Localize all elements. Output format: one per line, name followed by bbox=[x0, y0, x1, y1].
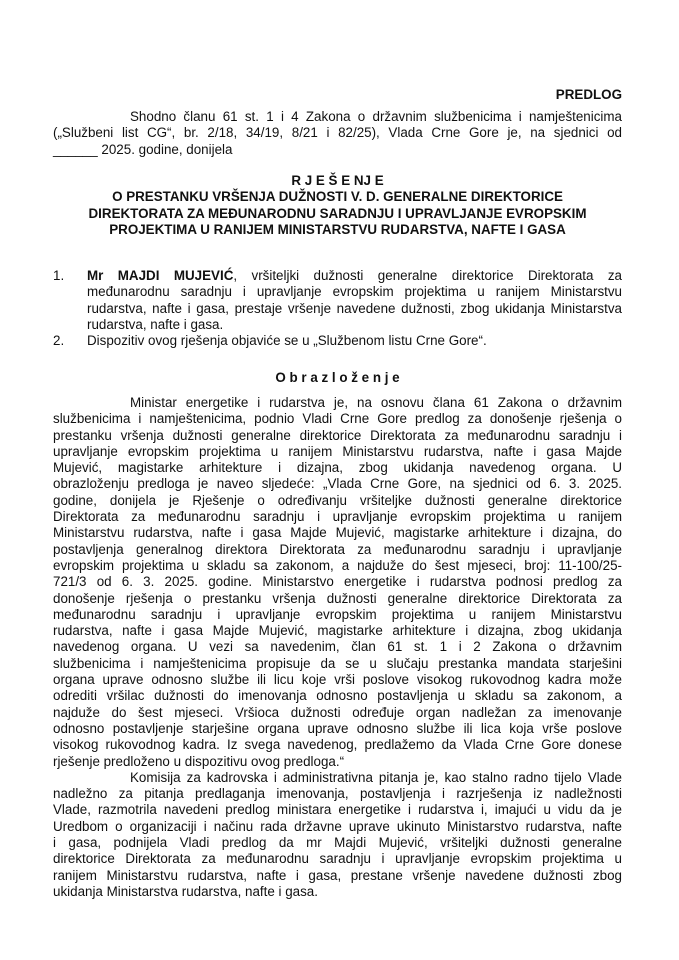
decision-title-line: O PRESTANKU VRŠENJA DUŽNOSTI V. D. GENERALNE DIREKTORICE bbox=[112, 189, 563, 205]
decision-title-line: PROJEKTIMA U RANIJEM MINISTARSTVU RUDARSTVA, NAFTE I GASA bbox=[109, 221, 566, 237]
intro-line: ______ 2025. godine, donijela bbox=[53, 141, 233, 157]
proposal-label-block bbox=[53, 87, 622, 103]
intro-line: („Službeni list CG“, br. 2/18, 34/19, 8/21 i 82/25), Vlada Crne Gore je, na sjednici od bbox=[53, 125, 622, 141]
reasoning-line: odrediti vršilac dužnosti do imenovanja odnosno postavljenja u skladu sa zakonom, a bbox=[53, 688, 622, 704]
reasoning-line: službenicima i namještenicima propisuje da se u slučaju prestanka mandata starješini bbox=[53, 655, 622, 671]
reasoning-line: rudarstva, nafte i gasa Majde Mujević, magistarke arhitekture i dizajna, zbog ukidanja bbox=[53, 623, 622, 639]
dispositive-text: rudarstva, nafte i gasa, prestaje vršenje navedene dužnosti, zbog ukidanja Ministarstva bbox=[87, 300, 622, 316]
dispositive-line bbox=[53, 284, 622, 300]
reasoning-line: visokog rukovodnog kadra. Iz svega navedenog, predlažemo da Vlada Crne Gore donese bbox=[53, 737, 622, 753]
reasoning-line: Direktorata za međunarodnu saradnju i upravljanje evropskim projektima u ranijem bbox=[53, 509, 622, 525]
reasoning-line: službenicima i namještenicima, podnio Vladi Crne Gore predlog za donošenje rješenja o bbox=[53, 411, 622, 427]
dispositive-text: , vršiteljki dužnosti generalne direktorice Direktorata za bbox=[233, 268, 622, 283]
reasoning-line: obrazloženju predloga je naveo sljedeće: „Vlada Crne Gore, na sjednici od 6. 3. 2025. bbox=[53, 476, 622, 492]
dispositive-text: međunarodnu saradnju i upravljanje evropskim projektima u ranijem Ministarstvu bbox=[87, 284, 622, 300]
proposal-label: PREDLOG bbox=[555, 87, 622, 102]
reasoning-line: najduže do šest mjeseci. Vršioca dužnosti određuje organ nadležan za imenovanje bbox=[53, 704, 622, 720]
reasoning-line: 721/3 od 6. 3. 2025. godine. Ministarstvo energetike i rudarstva podnosi predlog za bbox=[53, 574, 622, 590]
reasoning-line: upravljanje evropskim projektima u ranijem Ministarstvu rudarstva, nafte i gasa Majde bbox=[53, 443, 622, 459]
decision-heading: R J E Š E NJ E bbox=[291, 173, 384, 188]
reasoning-line: Vlade, razmotrila navedeni predlog ministara energetike i rudarstva i, imajući u vidu da je bbox=[53, 802, 622, 818]
reasoning-line: Ministarstvu rudarstva, nafte i gasa Majde Mujević, magistarke arhitekture i dizajna, do bbox=[53, 525, 622, 541]
reasoning-paragraph bbox=[53, 395, 622, 770]
person-name: Mr MAJDI MUJEVIĆ bbox=[87, 268, 234, 283]
item-number: 2. bbox=[53, 333, 65, 349]
reasoning-line: međunarodnu saradnju i upravljanje evropskim projektima u ranijem Ministarstvu bbox=[53, 606, 622, 622]
reasoning-line: donošenje rješenja o prestanku vršenja dužnosti generalne direktorice Direktorata za bbox=[53, 590, 622, 606]
reasoning-line: Mujević, magistarke arhitekture i dizajna, zbog ukidanja navedenog organa. U bbox=[53, 460, 622, 476]
decision-title-line: DIREKTORATA ZA MEĐUNARODNU SARADNJU I UPRAVLJANJE EVROPSKIM bbox=[88, 205, 587, 221]
reasoning-paragraph bbox=[53, 770, 622, 900]
reasoning-line: Uredbom o organizaciji i načinu rada državne uprave ukinuto Ministarstvo rudarstva, nafte bbox=[53, 818, 622, 834]
reasoning-line: navedenog organa. U vezi sa navedenim, član 61 st. 1 i 2 Zakona o državnim bbox=[53, 639, 622, 655]
reasoning-line: godine, donijela je Rješenje o određivanju vršiteljke dužnosti generalne direktorice bbox=[53, 492, 622, 508]
intro-line: Shodno članu 61 st. 1 i 4 Zakona o državnim službenicima i namještenicima bbox=[130, 109, 622, 124]
reasoning-line: ukidanja Ministarstva rudarstva, nafte i gasa. bbox=[53, 883, 318, 899]
intro-paragraph bbox=[53, 109, 622, 158]
reasoning-line: Komisija za kadrovska i administrativna pitanja je, kao stalno radno tijelo Vlade bbox=[130, 769, 622, 785]
reasoning-line: Ministar energetike i rudarstva je, na osnovu člana 61 Zakona o državnim bbox=[130, 395, 622, 410]
dispositive-list bbox=[53, 268, 622, 349]
reasoning-line: ranijem Ministarstvu rudarstva, nafte i gasa, prestane vršenje navedene dužnosti zbog bbox=[53, 867, 622, 883]
reasoning-line: i gasa, podnijela Vladi predlog da mr Majdi Mujević, vršiteljki dužnosti generalne bbox=[53, 835, 622, 851]
dispositive-item bbox=[53, 268, 622, 333]
dispositive-line bbox=[53, 301, 622, 317]
reasoning-line: organa uprave odnosno službe ili licu koje vrši poslove visokog rukovodnog kadra može bbox=[53, 672, 622, 688]
reasoning-heading: O b r a z l o ž e n j e bbox=[275, 370, 400, 385]
dispositive-line bbox=[53, 333, 622, 349]
reasoning-line: evropskim projektima u skladu sa zakonom, a najduže do šest mjeseci, broj: 11-100/25- bbox=[53, 557, 622, 573]
dispositive-item bbox=[53, 333, 622, 349]
item-number: 1. bbox=[53, 268, 65, 283]
reasoning-heading-block bbox=[53, 370, 622, 386]
reasoning-line: rješenje predloženo u dispozitivu ovog predloga.“ bbox=[53, 753, 345, 769]
dispositive-line bbox=[53, 268, 622, 284]
dispositive-text: rudarstva, nafte i gasa. bbox=[87, 316, 224, 332]
reasoning-body bbox=[53, 395, 622, 900]
reasoning-line: prestanku vršenja dužnosti generalne direktorice Direktorata za međunarodnu saradnju i bbox=[53, 427, 622, 443]
dispositive-line bbox=[53, 317, 622, 333]
reasoning-line: nadležno za pitanja predlaganja imenovanja, postavljenja i razrješenja iz nadležnosti bbox=[53, 786, 622, 802]
reasoning-line: direktorice Direktorata za međunarodnu saradnju i upravljanje evropskim projektima u bbox=[53, 851, 622, 867]
reasoning-line: odnosno postavljenje starješine organa uprave odnosno službe ili lica koja vrše poslove bbox=[53, 720, 622, 736]
decision-title bbox=[53, 173, 622, 238]
reasoning-line: postavljenja generalnog direktora Direktorata za međunarodnu saradnju i upravljanje bbox=[53, 541, 622, 557]
dispositive-text: Dispozitiv ovog rješenja objaviće se u „Službenom listu Crne Gore“. bbox=[87, 333, 487, 349]
